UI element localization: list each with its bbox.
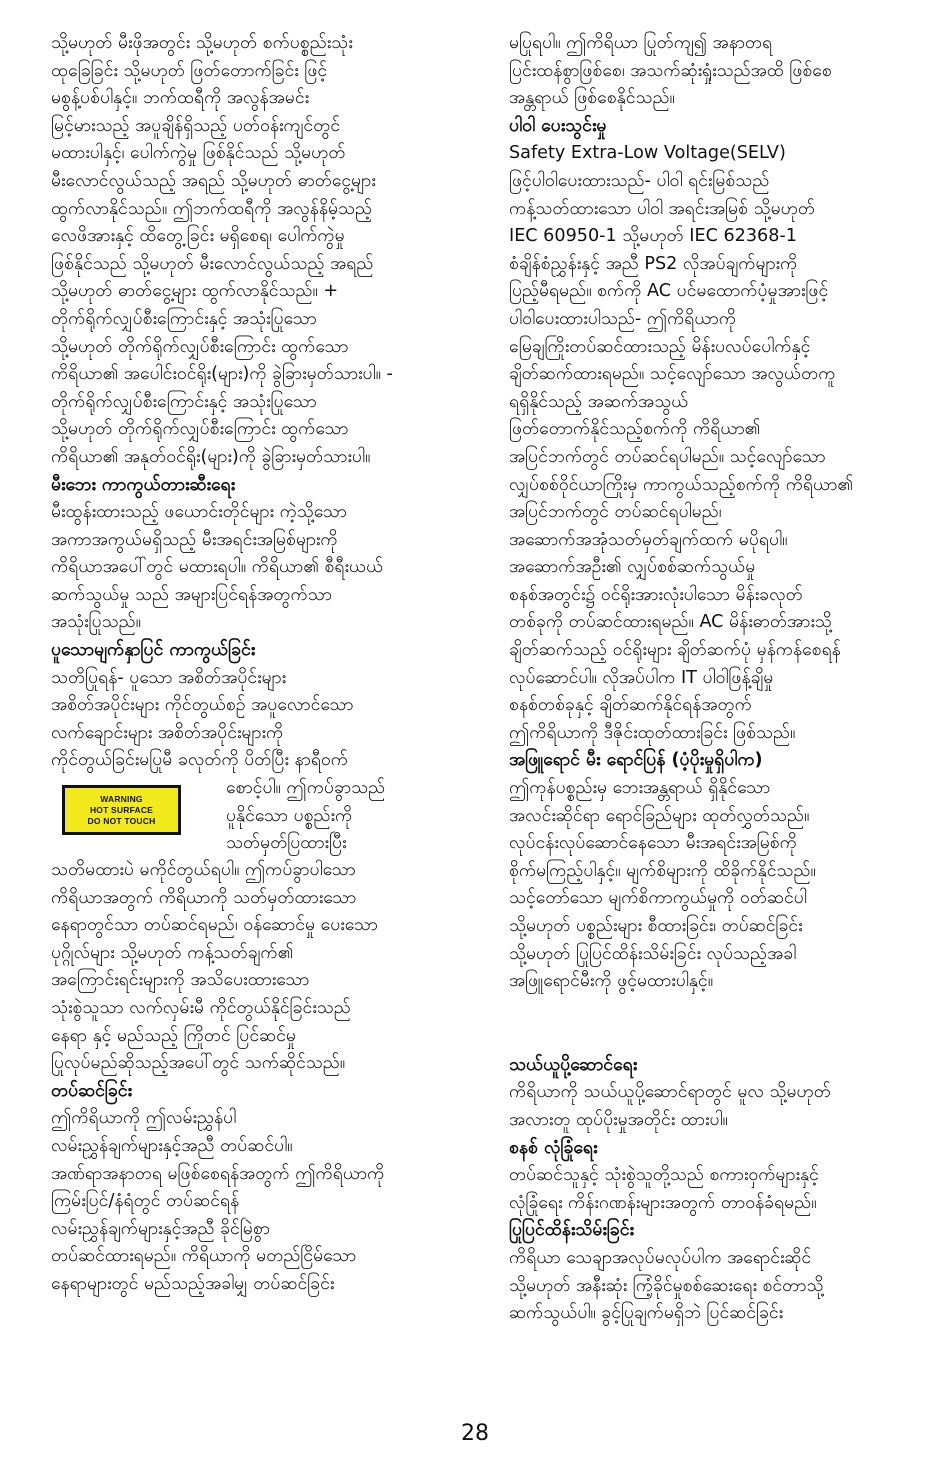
- maintenance-heading: ပြုပြင်ထိန်းသိမ်းခြင်း: [509, 1220, 634, 1241]
- text-line: ထွက်လာနိုင်သည်။ ဤဘက်ထရီကို အလွန်နိမ့်သည့်: [51, 198, 373, 219]
- text-line: ဆက်သွယ်မှု သည် အများပြင်ရန်အတွက်သာ: [51, 584, 332, 605]
- warning-side-text: [226, 775, 385, 858]
- text-line: သင့်တော်သော မျက်စိကာကွယ်မှုကို ဝတ်ဆင်ပါ: [509, 888, 807, 909]
- text-line: လမ်းညွှန်ချက်များနှင့်အညီ ခိုင်မြဲစွာ: [51, 1218, 270, 1239]
- warning-label-line: HOT SURFACE: [89, 804, 154, 815]
- text-line: ကိရိယာအတွက် ကိရိယာကို သတ်မှတ်ထားသော: [51, 887, 357, 908]
- text-line: လေဖိအားနှင့် ထိတွေ့ခြင်း မရှိစေရ၊ ပေါက်ကွဲမှု: [51, 226, 345, 247]
- text-line: စနစ်အတွင်း၌ ဝင်ရိုးအားလုံးပါသော မိန်းခလုတ်: [509, 584, 803, 605]
- left-paragraph-5: [51, 1105, 483, 1298]
- white-light-heading: အဖြူရောင် မီး ရောင်ပြန် (ပံ့ပိုးမှုရှိပါက): [509, 750, 763, 771]
- text-line: နေရာ နှင့် မည်သည့် ကြိုတင် ပြင်ဆင်မှု: [51, 1025, 296, 1046]
- text-line: မပြုရပါ။ ဤကိရိယာ ပြုတ်ကျ၍ အနာတရ: [509, 33, 773, 53]
- text-line: ကြမ်းပြင်/နံရံတွင် တပ်ဆင်ရန်: [51, 1191, 240, 1212]
- text-line: လုပ်ငန်းလုပ်ဆောင်နေသော မီးအရင်းအမြစ်ကို: [509, 833, 797, 854]
- text-line: မြေချကြိုးတပ်ဆင်ထားသည့် မိန်းပလပ်ပေါက်နှင့်: [509, 336, 811, 357]
- text-line: ဖြစ်နိုင်သည် သို့မဟုတ် မီးလောင်လွယ်သည့် အရည်: [51, 253, 374, 274]
- text-line: တစ်ခုကို တပ်ဆင်ထားရမည်။ AC မိန်းဓာတ်အားသို့: [509, 612, 832, 633]
- right-column: [509, 30, 950, 1328]
- text-line: ကန့်သတ်ထားသော ပါဝါ အရင်းအမြစ် သို့မဟုတ်: [509, 198, 815, 219]
- text-line: အစိတ်အပိုင်းများ ကိုင်တွယ်စဉ် အပူလောင်သော: [51, 695, 354, 716]
- text-line: သို့မဟုတ် အနီးဆုံး ကြံ့ခိုင်မှုစစ်ဆေးရေး စင်တာသို့: [509, 1275, 824, 1296]
- text-line: အပြင်ဘက်တွင် တပ်ဆင်ရပါမည်၊: [509, 502, 722, 523]
- text-line: သို့မဟုတ် ပြုပြင်ထိန်းသိမ်းခြင်း လုပ်သည့်အခါ: [509, 943, 797, 964]
- section-spacer: [509, 996, 950, 1052]
- text-line: ပြုလုပ်မည်ဆိုသည့်အပေါ်တွင် သက်ဆိုင်သည်။: [51, 1053, 346, 1074]
- text-line: ဆက်သွယ်ပါ။ ခွင့်ပြုချက်မရှိဘဲ ပြင်ဆင်ခြင်း: [509, 1303, 784, 1324]
- system-security-heading: စနစ် လုံခြုံရေး: [509, 1137, 598, 1158]
- installation-heading: တပ်ဆင်ခြင်း: [51, 1080, 133, 1101]
- text-line: သုံးစွဲသူသာ လက်လှမ်းမီ ကိုင်တွယ်နိုင်ခြင်းသည်: [51, 998, 351, 1018]
- transportation-heading: သယ်ယူပို့ဆောင်ရေး: [509, 1054, 638, 1075]
- text-line: နေရာများတွင် မည်သည့်အခါမျှ တပ်ဆင်ခြင်း: [51, 1273, 335, 1294]
- text-line: သို့မဟုတ် ပစ္စည်းများ စီထားခြင်း၊ တပ်ဆင်ခြင်း: [509, 916, 803, 936]
- text-line: ဤကိရိယာကို ဤလမ်းညွှန်ပါ: [51, 1108, 237, 1129]
- text-line: ကိရိယာအပေါ်တွင် မထားရပါ။ ကိရိယာ၏ စီရီးယယ်: [51, 557, 384, 578]
- right-paragraph-4: [509, 1079, 950, 1134]
- text-line: အကြောင်းရင်းများကို အသိပေးထားသော: [51, 970, 310, 991]
- text-line: ကိရိယာ သေချာအလုပ်မလုပ်ပါက အရောင်းဆိုင်: [509, 1247, 812, 1268]
- text-line: Safety Extra-Low Voltage(SELV): [509, 143, 786, 164]
- text-line: ဖြင့်ပါဝါပေးထားသည်- ပါဝါ ရင်းမြစ်သည်: [509, 170, 770, 191]
- text-line: သို့မဟုတ် ဓာတ်ငွေ့များ ထွက်လာနိုင်သည်။ +: [51, 281, 339, 302]
- text-line: အသုံးပြုသည်။: [51, 612, 141, 633]
- right-paragraph-5: [509, 1162, 950, 1217]
- text-line: ပူနိုင်သော ပစ္စည်းကို: [226, 805, 353, 826]
- text-line: စိုက်မကြည့်ပါနှင့်။ မျက်စိများကို ထိခိုက်နိုင်သည်။: [509, 860, 816, 881]
- text-line: ချိတ်ဆက်ထားရမည်။ သင့်လျော်သော အလွယ်တကူ: [509, 364, 836, 385]
- text-line: ထုခြေခြင်း သို့မဟုတ် ဖြတ်တောက်ခြင်း ဖြင့်: [51, 60, 328, 81]
- warning-label-line: WARNING: [100, 793, 143, 804]
- text-line: ပြင်းထန်စွာဖြစ်စေ၊ အသက်ဆုံးရှုံးသည်အထိ ဖြစ်စေ: [509, 60, 832, 81]
- text-line: ဤကုန်ပစ္စည်းမှ ဘေးအန္တရာယ် ရှိနိုင်သော: [509, 778, 771, 799]
- text-line: လျှပ်စစ်ဝိုင်ယာကြိုးမှ ကာကွယ်သည့်စက်ကို ကိရိယာ၏: [509, 474, 854, 495]
- text-line: သို့မဟုတ် မီးဖိုအတွင်း သို့မဟုတ် စက်ပစ္စည်းသုံး: [51, 33, 353, 53]
- text-line: ဖြတ်တောက်နိုင်သည့်စက်ကို ကိရိယာ၏: [509, 419, 761, 440]
- text-line: ကိရိယာ၏ အပေါင်းဝင်ရိုး(များ)ကို ခွဲခြားမှတ်သားပါ။ -: [51, 364, 393, 385]
- text-line: တိုက်ရိုက်လျှပ်စီးကြောင်းနှင့် အသုံးပြုသော: [51, 391, 317, 412]
- right-paragraph-3: [509, 775, 950, 996]
- left-paragraph-4: [51, 857, 483, 1078]
- text-line: မီးထွန်းထားသည့် ဖယောင်းတိုင်များ ကဲ့သို့သော: [51, 502, 347, 523]
- right-paragraph-1: [509, 30, 950, 113]
- hot-surface-warning-row: [51, 775, 483, 857]
- text-line: ပါဝါပေးထားပါသည်- ဤကိရိယာကို: [509, 308, 736, 329]
- text-line: သတိမထားပဲ မကိုင်တွယ်ရပါ။ ဤကပ်ခွာပါသော: [51, 860, 356, 881]
- text-line: သတိပြုရန်- ပူသော အစိတ်အပိုင်းများ: [51, 667, 287, 688]
- text-line: အဆောက်အဦး၏ လျှပ်စစ်ဆက်သွယ်မှု: [509, 557, 756, 578]
- text-line: ရရှိနိုင်သည့် အဆက်အသွယ်: [509, 391, 689, 412]
- text-line: IEC 60950-1 သို့မဟုတ် IEC 62368-1: [509, 226, 797, 247]
- text-line: စနစ်တစ်ခုနှင့် ချိတ်ဆက်နိုင်ရန်အတွက်: [509, 695, 752, 716]
- hot-surface-warning-label: [62, 785, 181, 835]
- text-line: ကိရိယာကို သယ်ယူပို့ဆောင်ရာတွင် မူလ သို့မဟုတ်: [509, 1082, 831, 1103]
- text-line: ကိုင်တွယ်ခြင်းမပြုမီ ခလုတ်ကို ပိတ်ပြီး နာရီဝက်: [51, 750, 349, 771]
- text-line: ဤကိရိယာကို ဒီဇိုင်းထုတ်ထားခြင်း ဖြစ်သည်။: [509, 722, 796, 743]
- text-line: မစွန့်ပစ်ပါနှင့်။ ဘက်ထရီကို အလွန်အမင်း: [51, 88, 310, 109]
- text-line: အဆောက်အအုံသတ်မှတ်ချက်ထက် မပိုရပါ။: [509, 529, 788, 550]
- text-line: လုပ်ဆောင်ပါ။ လိုအပ်ပါက IT ပါဝါဖြန့်ချိမှု: [509, 667, 774, 688]
- text-line: သတ်မှတ်ပြထားပြီး: [226, 833, 347, 854]
- text-line: ပုဂ္ဂိုလ်များ သို့မဟုတ် ကန့်သတ်ချက်၏: [51, 942, 294, 963]
- text-line: အဖြူရောင်မီးကို ဖွင့်မထားပါနှင့်။: [509, 971, 714, 992]
- left-paragraph-2: [51, 499, 483, 637]
- fire-safety-heading: မီးဘေး ကာကွယ်တားဆီးရေး: [51, 474, 236, 495]
- text-line: စောင့်ပါ။ ဤကပ်ခွာသည်: [226, 778, 386, 799]
- text-line: သို့မဟုတ် တိုက်ရိုက်လျှပ်စီးကြောင်း ထွက်သော: [51, 419, 349, 440]
- text-line: ကိရိယာ၏ အနုတ်ဝင်ရိုး(များ)ကို ခွဲခြားမှတ်သားပါ။: [51, 446, 371, 467]
- left-paragraph-1: [51, 30, 483, 472]
- text-line: သို့မဟုတ် တိုက်ရိုက်လျှပ်စီးကြောင်း ထွက်သော: [51, 336, 349, 357]
- warning-label-line: DO NOT TOUCH: [87, 815, 156, 826]
- text-line: အကာအကွယ်မရှိသည့် မီးအရင်းအမြစ်များကို: [51, 529, 338, 550]
- page-number: 28: [461, 1421, 489, 1446]
- text-line: အန္တရာယ် ဖြစ်စေနိုင်သည်။: [509, 88, 675, 109]
- text-line: မြင့်မားသည့် အပူချိန်ရှိသည့် ပတ်ဝန်းကျင်တွင်: [51, 115, 341, 136]
- text-line: တပ်ဆင်ထားရမည်။ ကိရိယာကို မတည်ငြိမ်သော: [51, 1246, 357, 1267]
- text-line: နေရာတွင်သာ တပ်ဆင်ရမည်၊ ဝန်ဆောင်မှု ပေးသော: [51, 915, 378, 936]
- text-line: မီးလောင်လွယ်သည့် အရည် သို့မဟုတ် ဓာတ်ငွေ့များ: [51, 170, 376, 191]
- text-line: ချိတ်ဆက်သည့် ဝင်ရိုးများ ချိတ်ဆက်ပုံ မှန်ကန်စေရန်: [509, 640, 841, 661]
- right-paragraph-2: [509, 140, 950, 747]
- right-paragraph-6: [509, 1245, 950, 1328]
- text-line: တပ်ဆင်သူနှင့် သုံးစွဲသူတို့သည် စကားဝှက်များနှင့်: [509, 1165, 819, 1186]
- text-line: စံချိန်စံညွှန်းနှင့် အညီ PS2 လိုအပ်ချက်များကို: [509, 253, 798, 274]
- power-supply-heading: ပါဝါ ပေးသွင်းမှု: [509, 115, 607, 136]
- text-line: လမ်းညွှန်ချက်များနှင့်အညီ တပ်ဆင်ပါ။: [51, 1135, 293, 1156]
- text-line: လက်ချောင်းများ အစိတ်အပိုင်းများကို: [51, 722, 284, 743]
- text-line: အလင်းဆိုင်ရာ ရောင်ခြည်များ ထုတ်လွှတ်သည်။: [509, 805, 810, 826]
- text-line: အပြင်ဘက်တွင် တပ်ဆင်ရပါမည်။ သင့်လျော်သော: [509, 446, 826, 467]
- text-line: ပြည့်မီရမည်။ စက်ကို AC ပင်မထောက်ပံ့မှုအားဖြင့်: [509, 281, 829, 302]
- text-line: အဏ်ရာအနာတရ မဖြစ်စေရန်အတွက် ဤကိရိယာကို: [51, 1163, 385, 1184]
- text-line: မထားပါနှင့်၊ ပေါက်ကွဲမှု ဖြစ်နိုင်သည် သို့မဟုတ်: [51, 143, 346, 164]
- hot-surface-heading: ပူသောမျက်နှာပြင် ကာကွယ်ခြင်း: [51, 640, 256, 661]
- left-paragraph-3: [51, 665, 483, 775]
- text-line: လုံခြုံရေး ကိန်းဂဏန်းများအတွက် တာဝန်ခံရမည်။: [509, 1192, 817, 1213]
- left-column: [51, 30, 483, 1299]
- text-line: အလားတူ ထုပ်ပိုးမှုအတိုင်း ထားပါ။: [509, 1109, 728, 1130]
- text-line: တိုက်ရိုက်လျှပ်စီးကြောင်းနှင့် အသုံးပြုသော: [51, 308, 317, 329]
